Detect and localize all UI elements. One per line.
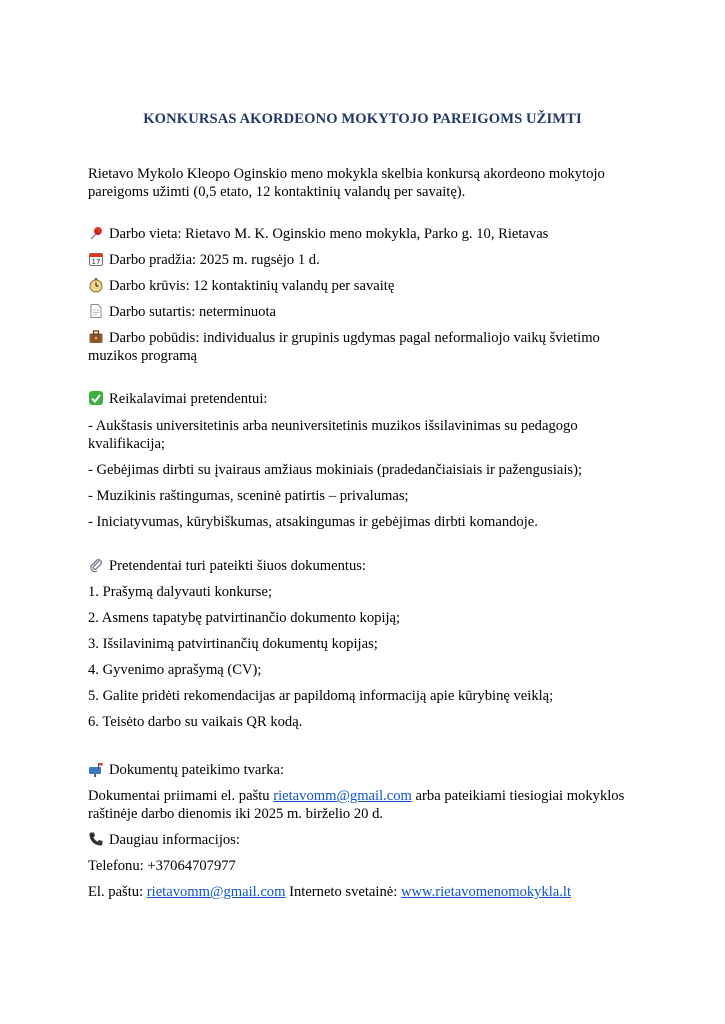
document-item: 4. Gyvenimo aprašymą (CV); (88, 662, 262, 678)
submission-text (88, 787, 638, 823)
briefcase-icon (88, 329, 104, 345)
contact-website-link[interactable]: www.rietavomenomokykla.lt (400, 884, 572, 900)
contact-heading-text: Daugiau informacijos: (109, 832, 240, 848)
detail-start-text: Darbo pradžia: 2025 m. rugsėjo 1 d. (109, 252, 320, 268)
document-item: 2. Asmens tapatybę patvirtinančio dokumento kopiją; (88, 610, 401, 626)
documents-heading (88, 557, 638, 575)
submission-heading-text: Dokumentų pateikimo tvarka: (109, 762, 285, 778)
document-icon (88, 303, 104, 319)
document-item: 3. Išsilavinimą patvirtinančių dokumentų kopijas; (88, 636, 378, 652)
paperclip-icon (88, 557, 104, 573)
contact-email-label: El. paštu: (88, 884, 147, 900)
submission-text-before: Dokumentai priimami el. paštu (88, 788, 274, 804)
submission-heading (88, 761, 638, 779)
document-item: 6. Teisėto darbo su vaikais QR kodą. (88, 714, 303, 730)
document-item: 1. Prašymą dalyvauti konkurse; (88, 584, 273, 600)
detail-nature (88, 329, 638, 365)
detail-contract-text: Darbo sutartis: neterminuota (109, 304, 276, 320)
detail-contract (88, 303, 638, 321)
contact-email-link[interactable]: rietavomm@gmail.com (146, 884, 286, 900)
detail-load-text: Darbo krūvis: 12 kontaktinių valandų per savaitę (109, 278, 395, 294)
mailbox-icon (88, 761, 104, 777)
pushpin-icon (88, 225, 104, 241)
svg-text:17: 17 (91, 258, 101, 266)
submission-email-link[interactable]: rietavomm@gmail.com (273, 788, 412, 804)
clock-icon (88, 277, 104, 293)
requirement-item: - Aukštasis universitetinis arba neuniversitetinis muzikos išsilavinimas su pedagogo kvalifikacija; (88, 418, 578, 452)
document-item: 5. Galite pridėti rekomendacijas ar papildomą informaciją apie kūrybinę veiklą; (88, 688, 554, 704)
telephone-icon (88, 831, 104, 847)
requirement-item: - Iniciatyvumas, kūrybiškumas, atsakingumas ir gebėjimas dirbti komandoje. (88, 514, 538, 530)
contact-email-website (88, 883, 638, 901)
intro-paragraph: Rietavo Mykolo Kleopo Oginskio meno mokykla skelbia konkursą akordeono mokytojo pareigoms užimti (0,5 etato, 12 kontaktinių valandų per savaitę). (88, 166, 605, 200)
detail-start (88, 251, 638, 269)
contact-website-label: Interneto svetainė: (285, 884, 401, 900)
requirement-item: - Muzikinis raštingumas, sceninė patirtis – privalumas; (88, 488, 409, 504)
detail-place-text: Darbo vieta: Rietavo M. K. Oginskio meno mokykla, Parko g. 10, Rietavas (109, 226, 549, 242)
detail-place (88, 225, 638, 243)
requirements-heading-text: Reikalavimai pretendentui: (109, 391, 268, 407)
page-title: KONKURSAS AKORDEONO MOKYTOJO PAREIGOMS UŽIMTI (143, 111, 582, 127)
requirement-item: - Gebėjimas dirbti su įvairaus amžiaus mokiniais (pradedančiaisiais ir pažengusiais); (88, 462, 583, 478)
detail-load (88, 277, 638, 295)
requirements-heading (88, 390, 638, 408)
calendar-icon (88, 251, 104, 267)
contact-phone: Telefonu: +37064707977 (88, 858, 236, 874)
submission-text-after: arba pateikiami tiesiogiai mokyklos raštinėje darbo dienomis iki 2025 m. birželio 20 d. (88, 788, 625, 822)
detail-nature-text: Darbo pobūdis: individualus ir grupinis ugdymas pagal neformaliojo vaikų švietimo muzikos programą (88, 330, 600, 364)
contact-heading (88, 831, 638, 849)
documents-heading-text: Pretendentai turi pateikti šiuos dokumentus: (109, 558, 366, 574)
check-mark-icon (88, 390, 104, 406)
